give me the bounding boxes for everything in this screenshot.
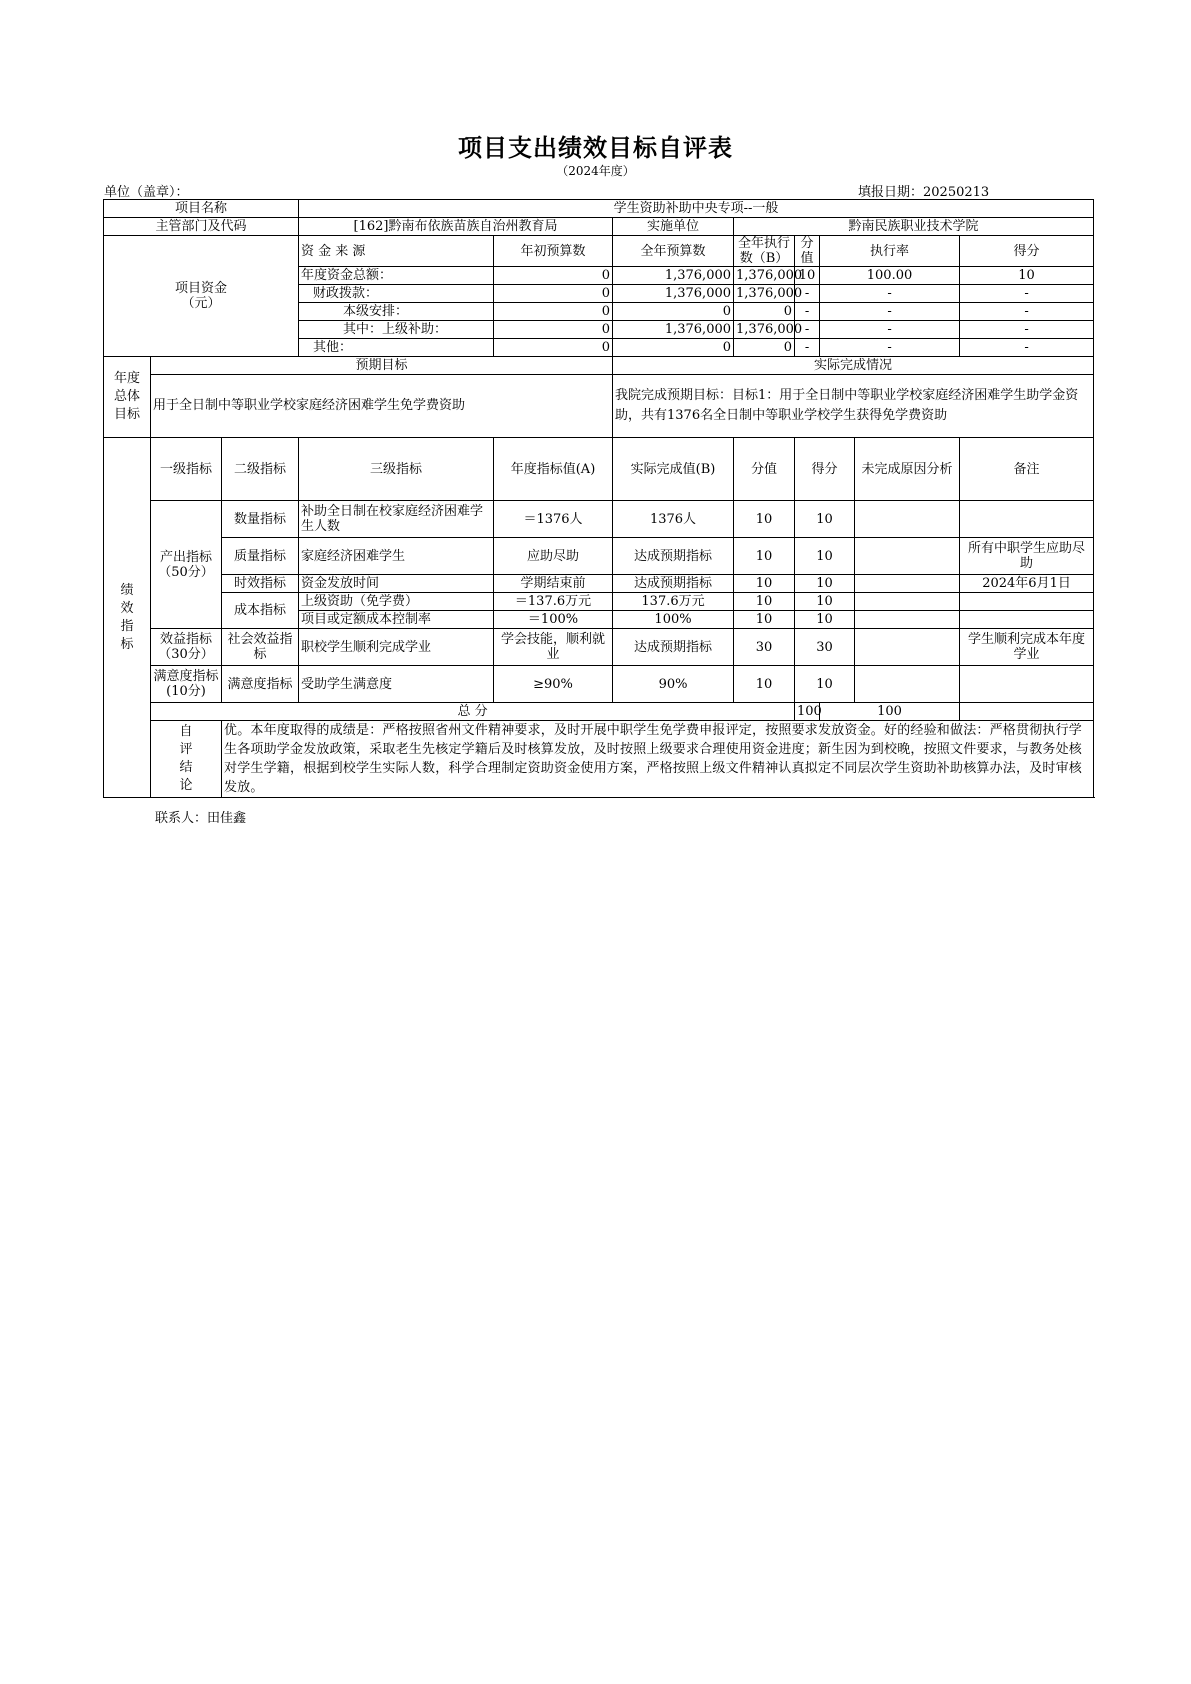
fund-row-initial: 0 bbox=[494, 267, 613, 285]
indicator-actual: 137.6万元 bbox=[613, 593, 734, 611]
evaluation-label-line: 结 bbox=[179, 760, 193, 775]
fund-row-score-value: - bbox=[795, 321, 820, 339]
header-level3: 三级指标 bbox=[299, 438, 494, 501]
output-indicator-cell bbox=[151, 501, 222, 629]
fund-row-initial: 0 bbox=[494, 303, 613, 321]
indicator-note bbox=[960, 593, 1094, 611]
indicator-actual: 90% bbox=[613, 666, 734, 703]
indicator-points: 10 bbox=[734, 538, 795, 575]
project-name-label: 项目名称 bbox=[104, 200, 299, 218]
indicator-level2: 质量指标 bbox=[222, 538, 299, 575]
indicator-level3: 补助全日制在校家庭经济困难学生人数 bbox=[299, 501, 494, 538]
fund-row-name: 年度资金总额： bbox=[299, 267, 494, 285]
indicator-target: 学期结束前 bbox=[494, 575, 613, 593]
fund-row-name: 财政拨款： bbox=[299, 285, 494, 303]
funds-label-line2: （元） bbox=[181, 296, 221, 311]
goal-section-label bbox=[104, 357, 151, 438]
fund-row-annual: 1,376,000 bbox=[613, 321, 734, 339]
indicator-label-line: 指 bbox=[120, 618, 134, 634]
funds-header-source: 资 金 来 源 bbox=[299, 236, 494, 267]
indicator-actual: 100% bbox=[613, 611, 734, 629]
goal-label-line: 总体 bbox=[113, 389, 140, 404]
fund-row-annual: 1,376,000 bbox=[613, 285, 734, 303]
output-indicator-label: 产出指标 bbox=[159, 549, 212, 565]
indicator-level2: 成本指标 bbox=[222, 593, 299, 629]
contact-person: 联系人：田佳鑫 bbox=[155, 811, 247, 826]
header-level2: 二级指标 bbox=[222, 438, 299, 501]
fund-row-annual: 0 bbox=[613, 339, 734, 357]
fund-row-score: 10 bbox=[960, 267, 1094, 285]
fund-row-rate: - bbox=[820, 285, 960, 303]
header-target: 年度指标值(A) bbox=[494, 438, 613, 501]
indicator-points: 30 bbox=[734, 629, 795, 666]
evaluation-label-line: 论 bbox=[179, 778, 193, 793]
project-name: 学生资助补助中央专项--一般 bbox=[299, 200, 1094, 218]
indicator-points: 10 bbox=[734, 575, 795, 593]
evaluation-label bbox=[151, 721, 222, 798]
fund-row-rate: - bbox=[820, 321, 960, 339]
indicator-note bbox=[960, 501, 1094, 538]
fund-row-executed: 1,376,000 bbox=[734, 321, 795, 339]
fund-row-score: - bbox=[960, 339, 1094, 357]
impl-label: 实施单位 bbox=[613, 218, 734, 236]
fund-row-name: 本级安排： bbox=[299, 303, 494, 321]
page-title: 项目支出绩效目标自评表 bbox=[458, 134, 733, 162]
header-points: 分值 bbox=[734, 438, 795, 501]
fund-row-executed: 0 bbox=[734, 339, 795, 357]
indicator-target: ≥90% bbox=[494, 666, 613, 703]
indicator-level2: 时效指标 bbox=[222, 575, 299, 593]
indicator-actual: 1376人 bbox=[613, 501, 734, 538]
benefit-indicator-points: （30分） bbox=[158, 647, 214, 662]
fund-row-score: - bbox=[960, 321, 1094, 339]
indicator-note: 所有中职学生应助尽助 bbox=[960, 538, 1094, 575]
total-reason bbox=[960, 703, 1094, 721]
fund-row-score: - bbox=[960, 303, 1094, 321]
expected-goal: 用于全日制中等职业学校家庭经济困难学生免学费资助 bbox=[151, 375, 613, 438]
indicator-points: 10 bbox=[734, 666, 795, 703]
total-points: 100 bbox=[795, 703, 820, 721]
indicator-reason bbox=[855, 666, 960, 703]
funds-header-annual: 全年预算数 bbox=[613, 236, 734, 267]
indicator-reason bbox=[855, 611, 960, 629]
fund-row-executed: 1,376,000 bbox=[734, 285, 795, 303]
indicator-level3: 资金发放时间 bbox=[299, 575, 494, 593]
actual-result-header: 实际完成情况 bbox=[613, 357, 1094, 375]
impl-value: 黔南民族职业技术学院 bbox=[734, 218, 1094, 236]
header-reason: 未完成原因分析 bbox=[855, 438, 960, 501]
actual-result: 我院完成预期目标：目标1：用于全日制中等职业学校家庭经济困难学生助学金资助，共有1376名全日制中等职业学校学生获得免学费资助 bbox=[613, 375, 1094, 438]
satisfaction-indicator-label: 满意度指标(10分) bbox=[151, 666, 222, 703]
indicator-section-label bbox=[104, 438, 151, 798]
fund-row-executed: 1,376,000 bbox=[734, 267, 795, 285]
fund-row-rate: - bbox=[820, 339, 960, 357]
funds-label-line1: 项目资金 bbox=[175, 281, 228, 296]
indicator-actual: 达成预期指标 bbox=[613, 629, 734, 666]
evaluation-label-line: 自 bbox=[179, 724, 193, 739]
indicator-score: 10 bbox=[795, 501, 855, 538]
indicator-score: 10 bbox=[795, 611, 855, 629]
fund-row-score-value: - bbox=[795, 339, 820, 357]
indicator-reason bbox=[855, 575, 960, 593]
header-score: 得分 bbox=[795, 438, 855, 501]
indicator-target: ＝1376人 bbox=[494, 501, 613, 538]
fund-row-rate: - bbox=[820, 303, 960, 321]
indicator-note: 2024年6月1日 bbox=[960, 575, 1094, 593]
indicator-actual: 达成预期指标 bbox=[613, 538, 734, 575]
report-year: （2024年度） bbox=[556, 164, 635, 178]
total-score: 100 bbox=[820, 703, 960, 721]
goal-label-line: 目标 bbox=[113, 407, 140, 422]
indicator-score: 30 bbox=[795, 629, 855, 666]
funds-header-initial: 年初预算数 bbox=[494, 236, 613, 267]
funds-header-score: 得分 bbox=[960, 236, 1094, 267]
fund-row-score-value: 10 bbox=[795, 267, 820, 285]
fund-row-annual: 1,376,000 bbox=[613, 267, 734, 285]
indicator-reason bbox=[855, 629, 960, 666]
indicator-actual: 达成预期指标 bbox=[613, 575, 734, 593]
benefit-indicator-label: 效益指标 bbox=[159, 632, 212, 647]
indicator-reason bbox=[855, 538, 960, 575]
report-date: 填报日期：20250213 bbox=[858, 185, 990, 200]
fund-row-score-value: - bbox=[795, 285, 820, 303]
funds-header-executed: 全年执行数（B） bbox=[734, 236, 795, 267]
indicator-points: 10 bbox=[734, 501, 795, 538]
indicator-target: 学会技能，顺利就业 bbox=[494, 629, 613, 666]
indicator-note: 学生顺利完成本年度学业 bbox=[960, 629, 1094, 666]
output-indicator-points: （50分） bbox=[158, 564, 214, 580]
expected-goal-header: 预期目标 bbox=[151, 357, 613, 375]
indicator-label-line: 标 bbox=[120, 636, 134, 652]
indicator-target: 应助尽助 bbox=[494, 538, 613, 575]
fund-row-score: - bbox=[960, 285, 1094, 303]
indicator-note bbox=[960, 666, 1094, 703]
fund-row-executed: 0 bbox=[734, 303, 795, 321]
fund-row-initial: 0 bbox=[494, 321, 613, 339]
fund-row-name: 其中：上级补助： bbox=[299, 321, 494, 339]
indicator-score: 10 bbox=[795, 666, 855, 703]
fund-row-rate: 100.00 bbox=[820, 267, 960, 285]
indicator-level2: 满意度指标 bbox=[222, 666, 299, 703]
indicator-note bbox=[960, 611, 1094, 629]
total-label: 总 分 bbox=[151, 703, 795, 721]
indicator-score: 10 bbox=[795, 593, 855, 611]
indicator-level3: 受助学生满意度 bbox=[299, 666, 494, 703]
benefit-indicator-cell bbox=[151, 629, 222, 666]
header-level1: 一级指标 bbox=[151, 438, 222, 501]
indicator-target: ＝137.6万元 bbox=[494, 593, 613, 611]
header-actual: 实际完成值(B) bbox=[613, 438, 734, 501]
fund-row-initial: 0 bbox=[494, 285, 613, 303]
indicator-level3: 项目或定额成本控制率 bbox=[299, 611, 494, 629]
unit-seal-label: 单位（盖章）： bbox=[104, 185, 189, 200]
fund-row-score-value: - bbox=[795, 303, 820, 321]
header-note: 备注 bbox=[960, 438, 1094, 501]
indicator-level2: 社会效益指标 bbox=[222, 629, 299, 666]
indicator-label-line: 绩 bbox=[120, 582, 134, 598]
evaluation-text: 优。本年度取得的成绩是：严格按照省州文件精神要求，及时开展中职学生免学费申报评定，按照要求发放资金。好的经验和做法：严格贯彻执行学生各项助学金发放政策，采取老生先核定学籍后及时核算发放，及时按照上级要求合理使用资金进度；新生因为到校晚，按照文件要求，与教务处核对学生学籍，根据到校学生实际人数，科学合理制定资助资金使用方案，严格按照上级文件精神认真拟定不同层次学生资助补助核算办法，及时审核发放。 bbox=[222, 721, 1094, 798]
indicator-reason bbox=[855, 501, 960, 538]
fund-row-annual: 0 bbox=[613, 303, 734, 321]
goal-label-line: 年度 bbox=[113, 371, 140, 386]
funds-header-rate: 执行率 bbox=[820, 236, 960, 267]
fund-row-initial: 0 bbox=[494, 339, 613, 357]
indicator-points: 10 bbox=[734, 593, 795, 611]
indicator-level3: 上级资助（免学费） bbox=[299, 593, 494, 611]
indicator-reason bbox=[855, 593, 960, 611]
indicator-score: 10 bbox=[795, 538, 855, 575]
evaluation-label-line: 评 bbox=[179, 742, 193, 757]
funds-label bbox=[104, 236, 299, 357]
indicator-label-line: 效 bbox=[120, 600, 134, 616]
funds-header-score-value: 分值 bbox=[795, 236, 820, 267]
indicator-level2: 数量指标 bbox=[222, 501, 299, 538]
indicator-level3: 职校学生顺利完成学业 bbox=[299, 629, 494, 666]
dept-value: [162]黔南布依族苗族自治州教育局 bbox=[299, 218, 613, 236]
evaluation-table bbox=[103, 199, 1094, 798]
indicator-level3: 家庭经济困难学生 bbox=[299, 538, 494, 575]
indicator-target: ＝100% bbox=[494, 611, 613, 629]
indicator-score: 10 bbox=[795, 575, 855, 593]
indicator-points: 10 bbox=[734, 611, 795, 629]
dept-label: 主管部门及代码 bbox=[104, 218, 299, 236]
fund-row-name: 其他： bbox=[299, 339, 494, 357]
